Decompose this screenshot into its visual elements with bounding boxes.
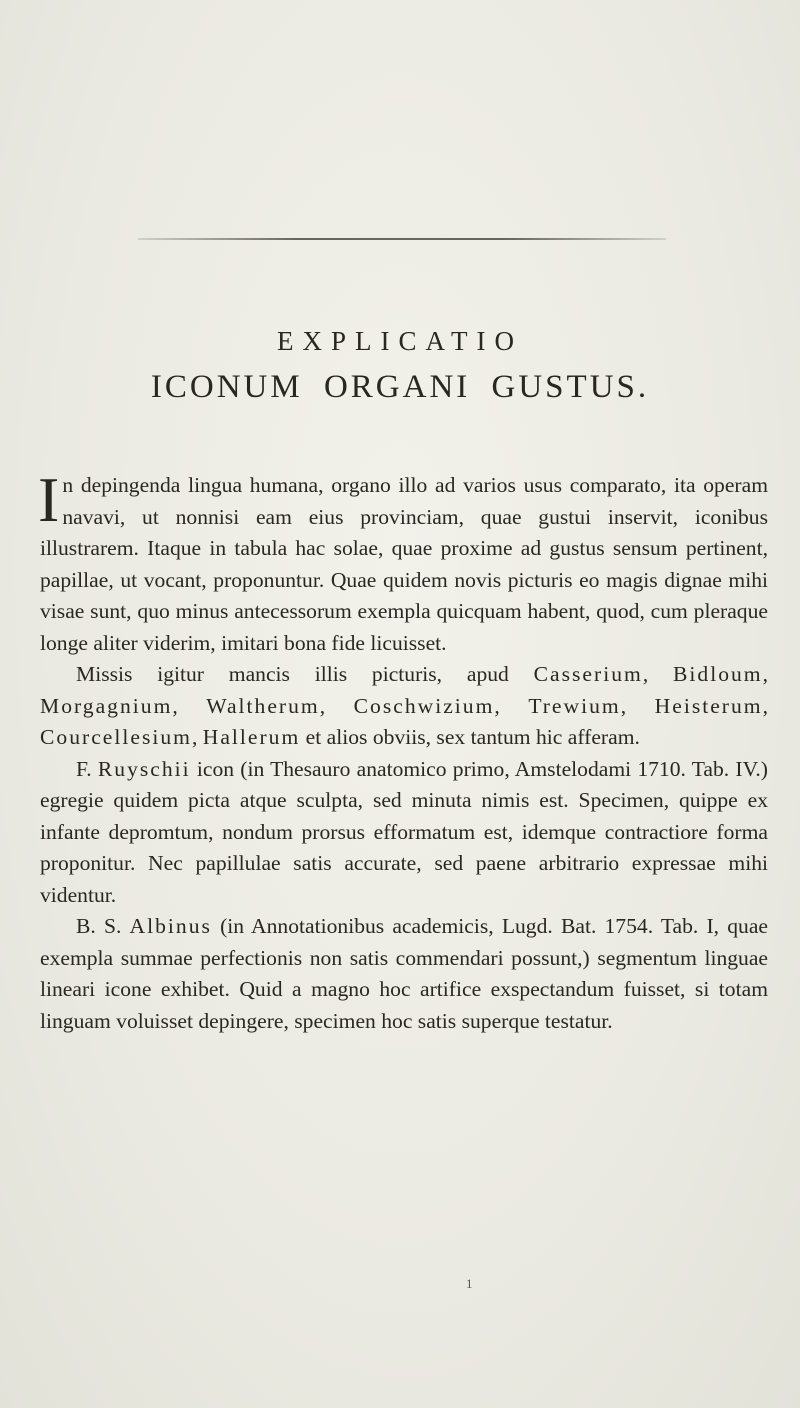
paragraph-2 <box>40 659 768 754</box>
paragraph-3 <box>40 754 768 912</box>
p2-text-f: , <box>494 693 529 718</box>
p2-text-i: , <box>191 725 203 749</box>
name-trewium: Trewium <box>528 693 621 718</box>
p2-text-j: et alios obviis, sex tantum hic afferam. <box>300 725 640 749</box>
p2-text-b: , <box>642 662 673 686</box>
name-heisterum: Heisterum <box>654 693 763 718</box>
name-albinus: Albinus <box>129 914 212 938</box>
paragraph-4 <box>40 911 768 1037</box>
p3-text-b: icon (in Thesauro anatomico primo, Amstelodami 1710. Tab. IV.) egregie quidem picta atque sculpta, sed minuta nimis est. Specimen, quippe ex infante depromtum, nondum prorsus efformatum est, idemque contractiore forma proponitur. Nec papillulae satis accurate, sed paene arbitrario expressae mihi videntur. <box>40 756 768 907</box>
name-coschwizium: Coschwizium <box>353 693 495 718</box>
title-iconum-organi-gustus: ICONUM ORGANI GUSTUS. <box>150 369 650 405</box>
name-courcellesium: Courcellesium <box>40 725 192 749</box>
paragraph-1-text: n depingenda lingua humana, organo illo ad varios usus comparato, ita operam navavi, ut nonnisi eam eius provinciam, quae gustui inservit, iconibus illustrarem. Itaque in tabula hac solae, quae proxime ad gustus sensum pertinent, papillae, ut vocant, proponuntur. Quae quidem novis picturis eo magis dignae mihi visae sunt, quo minus antecessorum exempla quicquam habent, quod, cum pleraque longe aliter viderim, imitari bona fide licuisset. <box>40 473 768 655</box>
body-text <box>38 464 768 1037</box>
name-waltherum: Waltherum <box>206 693 320 718</box>
p2-text-h: , <box>762 693 768 718</box>
p2-text-e: , <box>319 693 354 718</box>
paragraph-1 <box>38 464 768 659</box>
title-explicatio: EXPLICATIO <box>277 326 523 356</box>
drop-cap: I <box>38 464 60 535</box>
p4-text-b: (in Annotationibus academicis, Lugd. Bat. 1754. Tab. I, quae exempla summae perfectionis non satis commendari possunt,) segmentum linguae lineari icone exhibet. Quid a magno hoc artifice exspectandum fuisset, si totam linguam voluisset depingere, specimen hoc satis superque testatur. <box>40 914 768 1033</box>
name-morgagnium: Morgagnium <box>40 693 173 718</box>
p2-text-g: , <box>620 693 655 718</box>
decorative-rule <box>138 238 666 240</box>
p2-text-c: , <box>762 662 768 686</box>
name-ruyschii: Ruyschii <box>97 756 191 781</box>
signature-mark: 1 <box>466 1276 473 1291</box>
p2-text-a: Missis igitur mancis illis picturis, apud <box>76 662 534 686</box>
name-casserium: Casserium <box>533 662 643 686</box>
name-hallerum: Hallerum <box>202 725 301 749</box>
p2-text-d: , <box>172 693 207 718</box>
p4-text-a: B. S. <box>76 914 130 938</box>
name-bidloum: Bidloum <box>673 662 763 686</box>
p3-text-a: F. <box>76 756 98 781</box>
